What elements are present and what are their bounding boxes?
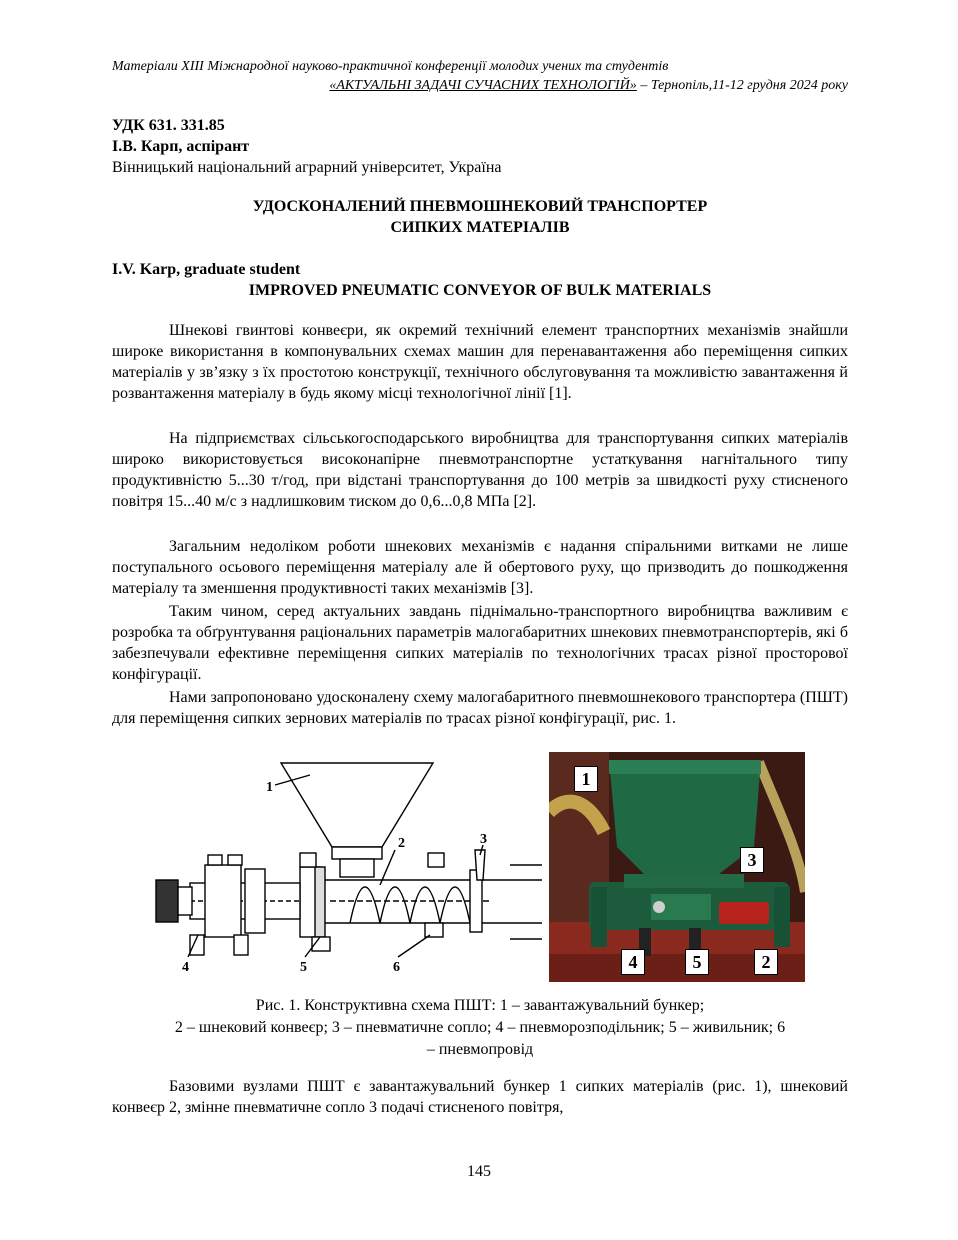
photo-label-3: 3 bbox=[740, 847, 764, 873]
photo-label-4: 4 bbox=[621, 949, 645, 975]
figure-caption-line1: Рис. 1. Конструктивна схема ПШТ: 1 – завантажувальний бункер; bbox=[255, 997, 705, 1014]
page-number: 145 bbox=[467, 1163, 491, 1180]
paragraph-5: Нами запропоновано удосконалену схему малогабаритного пневмошнекового транспортера (ПШТ) для переміщення сипких зернових матеріалів по трасах різної конфігурації, рис. 1. bbox=[112, 689, 848, 727]
figure-caption-line3: – пневмопровід bbox=[426, 1041, 534, 1058]
schematic-label-6: 6 bbox=[393, 960, 400, 975]
title-english: IMPROVED PNEUMATIC CONVEYOR OF BULK MATERIALS bbox=[248, 282, 712, 299]
conference-name: «АКТУАЛЬНІ ЗАДАЧІ СУЧАСНИХ ТЕХНОЛОГІЙ» bbox=[329, 78, 637, 93]
author-english: I.V. Karp, graduate student bbox=[112, 261, 301, 278]
figure-caption-line2: 2 – шнековий конвеєр; 3 – пневматичне сопло; 4 – пневморозподільник; 5 – живильник; 6 bbox=[174, 1019, 786, 1036]
photo-label-2: 2 bbox=[754, 949, 778, 975]
photo-label-1: 1 bbox=[574, 766, 598, 792]
schematic-label-2: 2 bbox=[398, 836, 405, 851]
title-ukrainian-line2: СИПКИХ МАТЕРІАЛІВ bbox=[390, 219, 570, 236]
schematic-label-4: 4 bbox=[182, 960, 189, 975]
paragraph-6: Базовими вузлами ПШТ є завантажувальний бункер 1 сипких матеріалів (рис. 1), шнековий конвеєр 2, змінне пневматичне сопло 3 подачі стисненого повітря, bbox=[112, 1078, 848, 1116]
conference-header-line1: Матеріали XIII Міжнародної науково-практичної конференції молодих учених та студентів bbox=[112, 59, 669, 74]
schematic-label-1: 1 bbox=[266, 780, 273, 795]
conveyor-photo bbox=[549, 752, 805, 982]
title-ukrainian-line1: УДОСКОНАЛЕНИЙ ПНЕВМОШНЕКОВИЙ ТРАНСПОРТЕР bbox=[252, 198, 708, 215]
photo-label-5: 5 bbox=[685, 949, 709, 975]
schematic-label-5: 5 bbox=[300, 960, 307, 975]
schematic-label-3: 3 bbox=[480, 832, 487, 847]
paragraph-4: Таким чином, серед актуальних завдань піднімально-транспортного виробництва важливим є розробка та обґрунтування раціональних параметрів малогабаритних шнекових пневмотранспортерів, які б забезпечували ефективне переміщення сипких матеріалів по технологічних трасах різної просторової конфігурації. bbox=[112, 603, 848, 683]
conference-header-line2 bbox=[112, 77, 848, 95]
paragraph-3: Загальним недоліком роботи шнекових механізмів є надання спіральними витками не лише поступального осьового переміщення матеріалу але й обертового руху, що призводить до пошкодження матеріалу та зменшення продуктивності таких механізмів [3]. bbox=[112, 538, 848, 597]
paragraph-2: На підприємствах сільськогосподарського виробництва для транспортування сипких матеріалів широко використовується високонапірне пневмотранспортне устаткування нагнітального типу продуктивністю 5...30 т/год, при відстані транспортування до 100 метрів за швидкості руху стисненого повітря 15...40 м/с з надлишковим тиском до 0,6...0,8 МПа [2]. bbox=[112, 430, 848, 510]
paragraph-1: Шнекові гвинтові конвеєри, як окремий технічний елемент транспортних механізмів знайшли широке використання в компонувальних схемах машин для перенавантаження або переміщення сипких матеріалів у зв’язку з їх простотою конструкції, технічного обслуговування та можливістю завантаження й розвантаження матеріалу в будь якому місці технологічної лінії [1]. bbox=[112, 322, 848, 402]
affiliation: Вінницький національний аграрний університет, Україна bbox=[112, 159, 502, 176]
author-ukrainian: І.В. Карп, аспірант bbox=[112, 138, 250, 155]
conference-place-date: – Тернопіль,11-12 грудня 2024 року bbox=[636, 78, 848, 93]
conveyor-schematic bbox=[150, 755, 542, 980]
udk-code: УДК 631. 331.85 bbox=[112, 117, 225, 134]
